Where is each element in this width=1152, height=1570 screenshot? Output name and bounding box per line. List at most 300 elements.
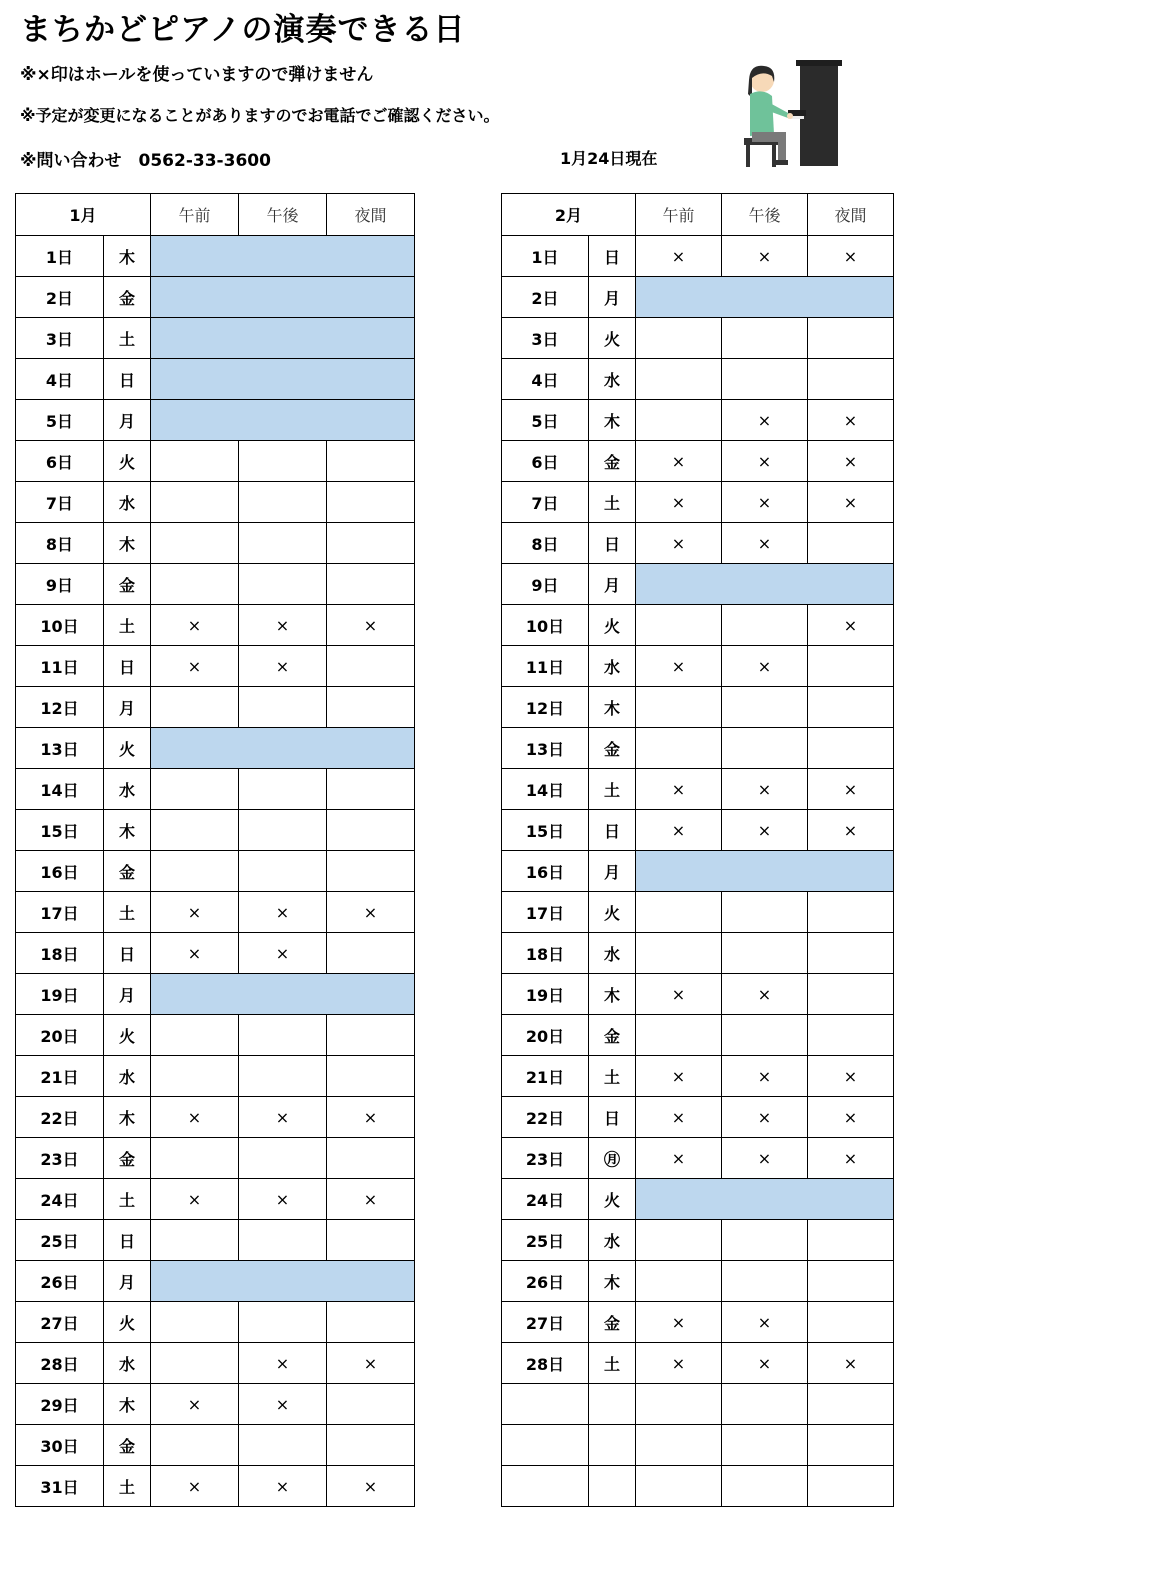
day-cell: 8日 (16, 523, 104, 564)
available-slot (327, 687, 415, 728)
weekday-cell: 木 (104, 236, 151, 277)
available-slot (327, 1384, 415, 1425)
available-slot (808, 523, 894, 564)
day-cell: 1日 (16, 236, 104, 277)
weekday-cell: 木 (589, 1261, 636, 1302)
unavailable-mark: × (808, 605, 894, 646)
day-cell: 27日 (16, 1302, 104, 1343)
weekday-cell: 月 (104, 974, 151, 1015)
day-row (502, 359, 894, 400)
available-slot (239, 441, 327, 482)
unavailable-mark: × (722, 646, 808, 687)
available-slot (327, 441, 415, 482)
available-slot (722, 1466, 808, 1507)
weekday-cell: 日 (104, 646, 151, 687)
day-row (502, 1220, 894, 1261)
unavailable-mark: × (151, 1097, 239, 1138)
unavailable-mark: × (722, 1056, 808, 1097)
weekday-cell: 火 (589, 892, 636, 933)
closed-day-cell (151, 236, 415, 277)
available-slot (636, 318, 722, 359)
weekday-cell: 土 (589, 1343, 636, 1384)
day-cell: 9日 (16, 564, 104, 605)
available-slot (636, 1466, 722, 1507)
unavailable-mark: × (808, 810, 894, 851)
weekday-cell (589, 1466, 636, 1507)
available-slot (636, 605, 722, 646)
unavailable-mark: × (636, 1056, 722, 1097)
closed-day-cell (151, 318, 415, 359)
day-row (502, 1466, 894, 1507)
closed-day-cell (151, 277, 415, 318)
available-slot (722, 728, 808, 769)
day-row (16, 974, 415, 1015)
available-slot (327, 933, 415, 974)
day-row (16, 400, 415, 441)
day-row (16, 277, 415, 318)
day-cell: 18日 (502, 933, 589, 974)
unavailable-mark: × (722, 1138, 808, 1179)
weekday-cell (589, 1384, 636, 1425)
notice-unavailable: ※×印はホールを使っていますので弾けません (20, 65, 374, 85)
unavailable-mark: × (722, 482, 808, 523)
unavailable-mark: × (151, 646, 239, 687)
day-row (16, 646, 415, 687)
day-row (16, 1220, 415, 1261)
weekday-cell: 土 (589, 1056, 636, 1097)
day-cell (502, 1425, 589, 1466)
day-cell: 19日 (502, 974, 589, 1015)
available-slot (327, 769, 415, 810)
day-cell: 18日 (16, 933, 104, 974)
available-slot (808, 1466, 894, 1507)
day-row (502, 318, 894, 359)
weekday-cell: 木 (589, 687, 636, 728)
day-cell: 23日 (502, 1138, 589, 1179)
day-row (16, 687, 415, 728)
day-row (16, 605, 415, 646)
day-row (502, 1179, 894, 1220)
available-slot (636, 359, 722, 400)
day-cell: 16日 (502, 851, 589, 892)
weekday-cell: 水 (589, 359, 636, 400)
day-cell (502, 1466, 589, 1507)
day-row (16, 1015, 415, 1056)
unavailable-mark: × (327, 1343, 415, 1384)
contact-phone: ※問い合わせ 0562-33-3600 (20, 151, 271, 171)
page-title: まちかどピアノの演奏できる日 (20, 12, 466, 48)
day-cell (502, 1384, 589, 1425)
day-row (502, 1343, 894, 1384)
available-slot (722, 359, 808, 400)
day-cell: 24日 (502, 1179, 589, 1220)
available-slot (636, 933, 722, 974)
available-slot (327, 482, 415, 523)
available-slot (636, 1261, 722, 1302)
slot-header: 午後 (239, 194, 327, 236)
day-row (502, 646, 894, 687)
weekday-cell: 日 (104, 359, 151, 400)
weekday-cell: 月 (104, 687, 151, 728)
day-cell: 2日 (502, 277, 589, 318)
weekday-cell: 水 (104, 1056, 151, 1097)
available-slot (808, 687, 894, 728)
closed-day-cell (151, 1261, 415, 1302)
day-row (16, 1261, 415, 1302)
day-cell: 20日 (502, 1015, 589, 1056)
unavailable-mark: × (636, 646, 722, 687)
day-row (502, 1097, 894, 1138)
slot-header: 午前 (636, 194, 722, 236)
weekday-cell: 火 (104, 1302, 151, 1343)
available-slot (808, 728, 894, 769)
available-slot (636, 892, 722, 933)
day-cell: 7日 (502, 482, 589, 523)
day-cell: 31日 (16, 1466, 104, 1507)
month-label: 2月 (502, 194, 636, 236)
unavailable-mark: × (722, 236, 808, 277)
day-cell: 29日 (16, 1384, 104, 1425)
available-slot (808, 1261, 894, 1302)
weekday-cell: 土 (104, 1466, 151, 1507)
weekday-cell: 木 (104, 1384, 151, 1425)
available-slot (327, 1138, 415, 1179)
available-slot (239, 1302, 327, 1343)
day-cell: 22日 (16, 1097, 104, 1138)
unavailable-mark: × (808, 400, 894, 441)
unavailable-mark: × (722, 1343, 808, 1384)
unavailable-mark: × (327, 1466, 415, 1507)
available-slot (151, 523, 239, 564)
weekday-cell: 月 (589, 851, 636, 892)
day-cell: 25日 (502, 1220, 589, 1261)
day-row (16, 810, 415, 851)
weekday-cell: 火 (589, 605, 636, 646)
available-slot (636, 1425, 722, 1466)
day-cell: 6日 (16, 441, 104, 482)
unavailable-mark: × (636, 523, 722, 564)
available-slot (722, 933, 808, 974)
weekday-cell: 金 (104, 277, 151, 318)
day-cell: 8日 (502, 523, 589, 564)
available-slot (239, 564, 327, 605)
weekday-cell: ㊊ (589, 1138, 636, 1179)
available-slot (327, 1425, 415, 1466)
slot-header: 午後 (722, 194, 808, 236)
available-slot (722, 1015, 808, 1056)
available-slot (151, 769, 239, 810)
weekday-cell: 金 (589, 441, 636, 482)
available-slot (636, 687, 722, 728)
day-cell: 15日 (502, 810, 589, 851)
day-row (502, 441, 894, 482)
day-row (502, 605, 894, 646)
day-row (16, 892, 415, 933)
available-slot (239, 1220, 327, 1261)
available-slot (636, 1220, 722, 1261)
unavailable-mark: × (151, 933, 239, 974)
day-row (502, 1056, 894, 1097)
day-cell: 4日 (502, 359, 589, 400)
day-row (16, 1384, 415, 1425)
day-cell: 11日 (502, 646, 589, 687)
available-slot (239, 1425, 327, 1466)
day-row (502, 892, 894, 933)
weekday-cell: 水 (589, 646, 636, 687)
unavailable-mark: × (808, 769, 894, 810)
available-slot (151, 1302, 239, 1343)
day-row (502, 1138, 894, 1179)
weekday-cell: 日 (589, 523, 636, 564)
unavailable-mark: × (239, 605, 327, 646)
unavailable-mark: × (808, 1097, 894, 1138)
unavailable-mark: × (808, 482, 894, 523)
weekday-cell: 土 (589, 482, 636, 523)
day-row (16, 1056, 415, 1097)
day-cell: 20日 (16, 1015, 104, 1056)
day-row (16, 318, 415, 359)
unavailable-mark: × (808, 1138, 894, 1179)
unavailable-mark: × (636, 1097, 722, 1138)
available-slot (239, 851, 327, 892)
day-row (16, 1425, 415, 1466)
unavailable-mark: × (636, 1302, 722, 1343)
unavailable-mark: × (722, 810, 808, 851)
available-slot (151, 851, 239, 892)
day-row (502, 564, 894, 605)
available-slot (808, 646, 894, 687)
available-slot (808, 1425, 894, 1466)
day-row (16, 769, 415, 810)
unavailable-mark: × (327, 1179, 415, 1220)
day-row (16, 482, 415, 523)
day-cell: 1日 (502, 236, 589, 277)
available-slot (239, 687, 327, 728)
unavailable-mark: × (151, 1179, 239, 1220)
available-slot (808, 318, 894, 359)
available-slot (151, 441, 239, 482)
available-slot (636, 728, 722, 769)
day-cell: 14日 (16, 769, 104, 810)
unavailable-mark: × (239, 933, 327, 974)
available-slot (239, 523, 327, 564)
available-slot (151, 1056, 239, 1097)
day-cell: 6日 (502, 441, 589, 482)
weekday-cell: 土 (104, 605, 151, 646)
unavailable-mark: × (636, 1343, 722, 1384)
unavailable-mark: × (239, 1343, 327, 1384)
available-slot (327, 851, 415, 892)
day-row (16, 1179, 415, 1220)
closed-day-cell (636, 564, 894, 605)
day-row (502, 1261, 894, 1302)
weekday-cell: 土 (104, 318, 151, 359)
weekday-cell: 水 (589, 933, 636, 974)
calendar-february (501, 193, 894, 1507)
unavailable-mark: × (239, 1179, 327, 1220)
day-row (502, 236, 894, 277)
weekday-cell: 金 (589, 728, 636, 769)
day-row (502, 400, 894, 441)
unavailable-mark: × (636, 810, 722, 851)
weekday-cell: 金 (104, 1138, 151, 1179)
weekday-cell: 金 (104, 564, 151, 605)
weekday-cell: 月 (104, 400, 151, 441)
available-slot (722, 1425, 808, 1466)
day-cell: 10日 (502, 605, 589, 646)
day-cell: 19日 (16, 974, 104, 1015)
available-slot (239, 769, 327, 810)
available-slot (808, 933, 894, 974)
day-cell: 26日 (16, 1261, 104, 1302)
weekday-cell: 火 (589, 1179, 636, 1220)
day-row (16, 1343, 415, 1384)
unavailable-mark: × (636, 974, 722, 1015)
weekday-cell: 日 (589, 236, 636, 277)
unavailable-mark: × (636, 482, 722, 523)
available-slot (722, 1384, 808, 1425)
day-row (502, 277, 894, 318)
day-cell: 24日 (16, 1179, 104, 1220)
day-cell: 28日 (16, 1343, 104, 1384)
day-row (502, 851, 894, 892)
day-cell: 21日 (502, 1056, 589, 1097)
day-row (502, 523, 894, 564)
unavailable-mark: × (722, 769, 808, 810)
day-row (502, 974, 894, 1015)
available-slot (636, 1384, 722, 1425)
unavailable-mark: × (636, 1138, 722, 1179)
day-cell: 25日 (16, 1220, 104, 1261)
available-slot (722, 687, 808, 728)
day-row (16, 1138, 415, 1179)
weekday-cell: 日 (589, 1097, 636, 1138)
available-slot (722, 1261, 808, 1302)
unavailable-mark: × (636, 236, 722, 277)
weekday-cell: 火 (589, 318, 636, 359)
closed-day-cell (636, 851, 894, 892)
available-slot (722, 1220, 808, 1261)
weekday-cell: 金 (104, 1425, 151, 1466)
unavailable-mark: × (808, 1056, 894, 1097)
day-row (502, 1302, 894, 1343)
weekday-cell: 水 (104, 769, 151, 810)
day-row (16, 359, 415, 400)
closed-day-cell (636, 1179, 894, 1220)
unavailable-mark: × (808, 236, 894, 277)
available-slot (151, 1343, 239, 1384)
day-row (16, 236, 415, 277)
unavailable-mark: × (636, 769, 722, 810)
unavailable-mark: × (239, 1097, 327, 1138)
closed-day-cell (636, 277, 894, 318)
day-cell: 2日 (16, 277, 104, 318)
day-row (502, 1384, 894, 1425)
slot-header: 午前 (151, 194, 239, 236)
available-slot (151, 482, 239, 523)
weekday-cell: 木 (589, 974, 636, 1015)
day-row (502, 728, 894, 769)
available-slot (636, 1015, 722, 1056)
day-cell: 23日 (16, 1138, 104, 1179)
weekday-cell: 土 (104, 892, 151, 933)
available-slot (808, 359, 894, 400)
unavailable-mark: × (722, 974, 808, 1015)
available-slot (722, 318, 808, 359)
available-slot (327, 1220, 415, 1261)
unavailable-mark: × (722, 400, 808, 441)
day-cell: 27日 (502, 1302, 589, 1343)
day-cell: 4日 (16, 359, 104, 400)
available-slot (151, 1220, 239, 1261)
weekday-cell: 月 (589, 277, 636, 318)
day-cell: 28日 (502, 1343, 589, 1384)
unavailable-mark: × (151, 1466, 239, 1507)
weekday-cell: 月 (589, 564, 636, 605)
closed-day-cell (151, 359, 415, 400)
day-row (16, 851, 415, 892)
day-row (16, 1302, 415, 1343)
day-row (16, 1466, 415, 1507)
header-row (16, 194, 415, 236)
available-slot (327, 646, 415, 687)
unavailable-mark: × (239, 646, 327, 687)
month-label: 1月 (16, 194, 151, 236)
day-cell: 16日 (16, 851, 104, 892)
available-slot (327, 810, 415, 851)
available-slot (239, 482, 327, 523)
weekday-cell: 月 (104, 1261, 151, 1302)
day-cell: 7日 (16, 482, 104, 523)
weekday-cell: 木 (589, 400, 636, 441)
day-row (16, 933, 415, 974)
as-of-date: 1月24日現在 (560, 149, 658, 168)
day-cell: 3日 (16, 318, 104, 359)
day-cell: 21日 (16, 1056, 104, 1097)
day-row (502, 933, 894, 974)
unavailable-mark: × (239, 892, 327, 933)
weekday-cell: 火 (104, 441, 151, 482)
available-slot (239, 1138, 327, 1179)
unavailable-mark: × (327, 1097, 415, 1138)
day-cell: 17日 (16, 892, 104, 933)
weekday-cell: 金 (589, 1015, 636, 1056)
available-slot (327, 1015, 415, 1056)
unavailable-mark: × (239, 1384, 327, 1425)
unavailable-mark: × (722, 441, 808, 482)
available-slot (239, 1056, 327, 1097)
day-cell: 5日 (16, 400, 104, 441)
unavailable-mark: × (722, 1302, 808, 1343)
day-row (502, 482, 894, 523)
available-slot (327, 1302, 415, 1343)
available-slot (151, 687, 239, 728)
day-row (502, 1425, 894, 1466)
available-slot (808, 1015, 894, 1056)
available-slot (151, 1425, 239, 1466)
closed-day-cell (151, 728, 415, 769)
day-cell: 12日 (16, 687, 104, 728)
day-row (16, 564, 415, 605)
weekday-cell: 日 (104, 933, 151, 974)
available-slot (808, 1302, 894, 1343)
available-slot (151, 810, 239, 851)
available-slot (808, 974, 894, 1015)
header-row (502, 194, 894, 236)
weekday-cell: 木 (104, 810, 151, 851)
day-row (502, 687, 894, 728)
available-slot (722, 892, 808, 933)
